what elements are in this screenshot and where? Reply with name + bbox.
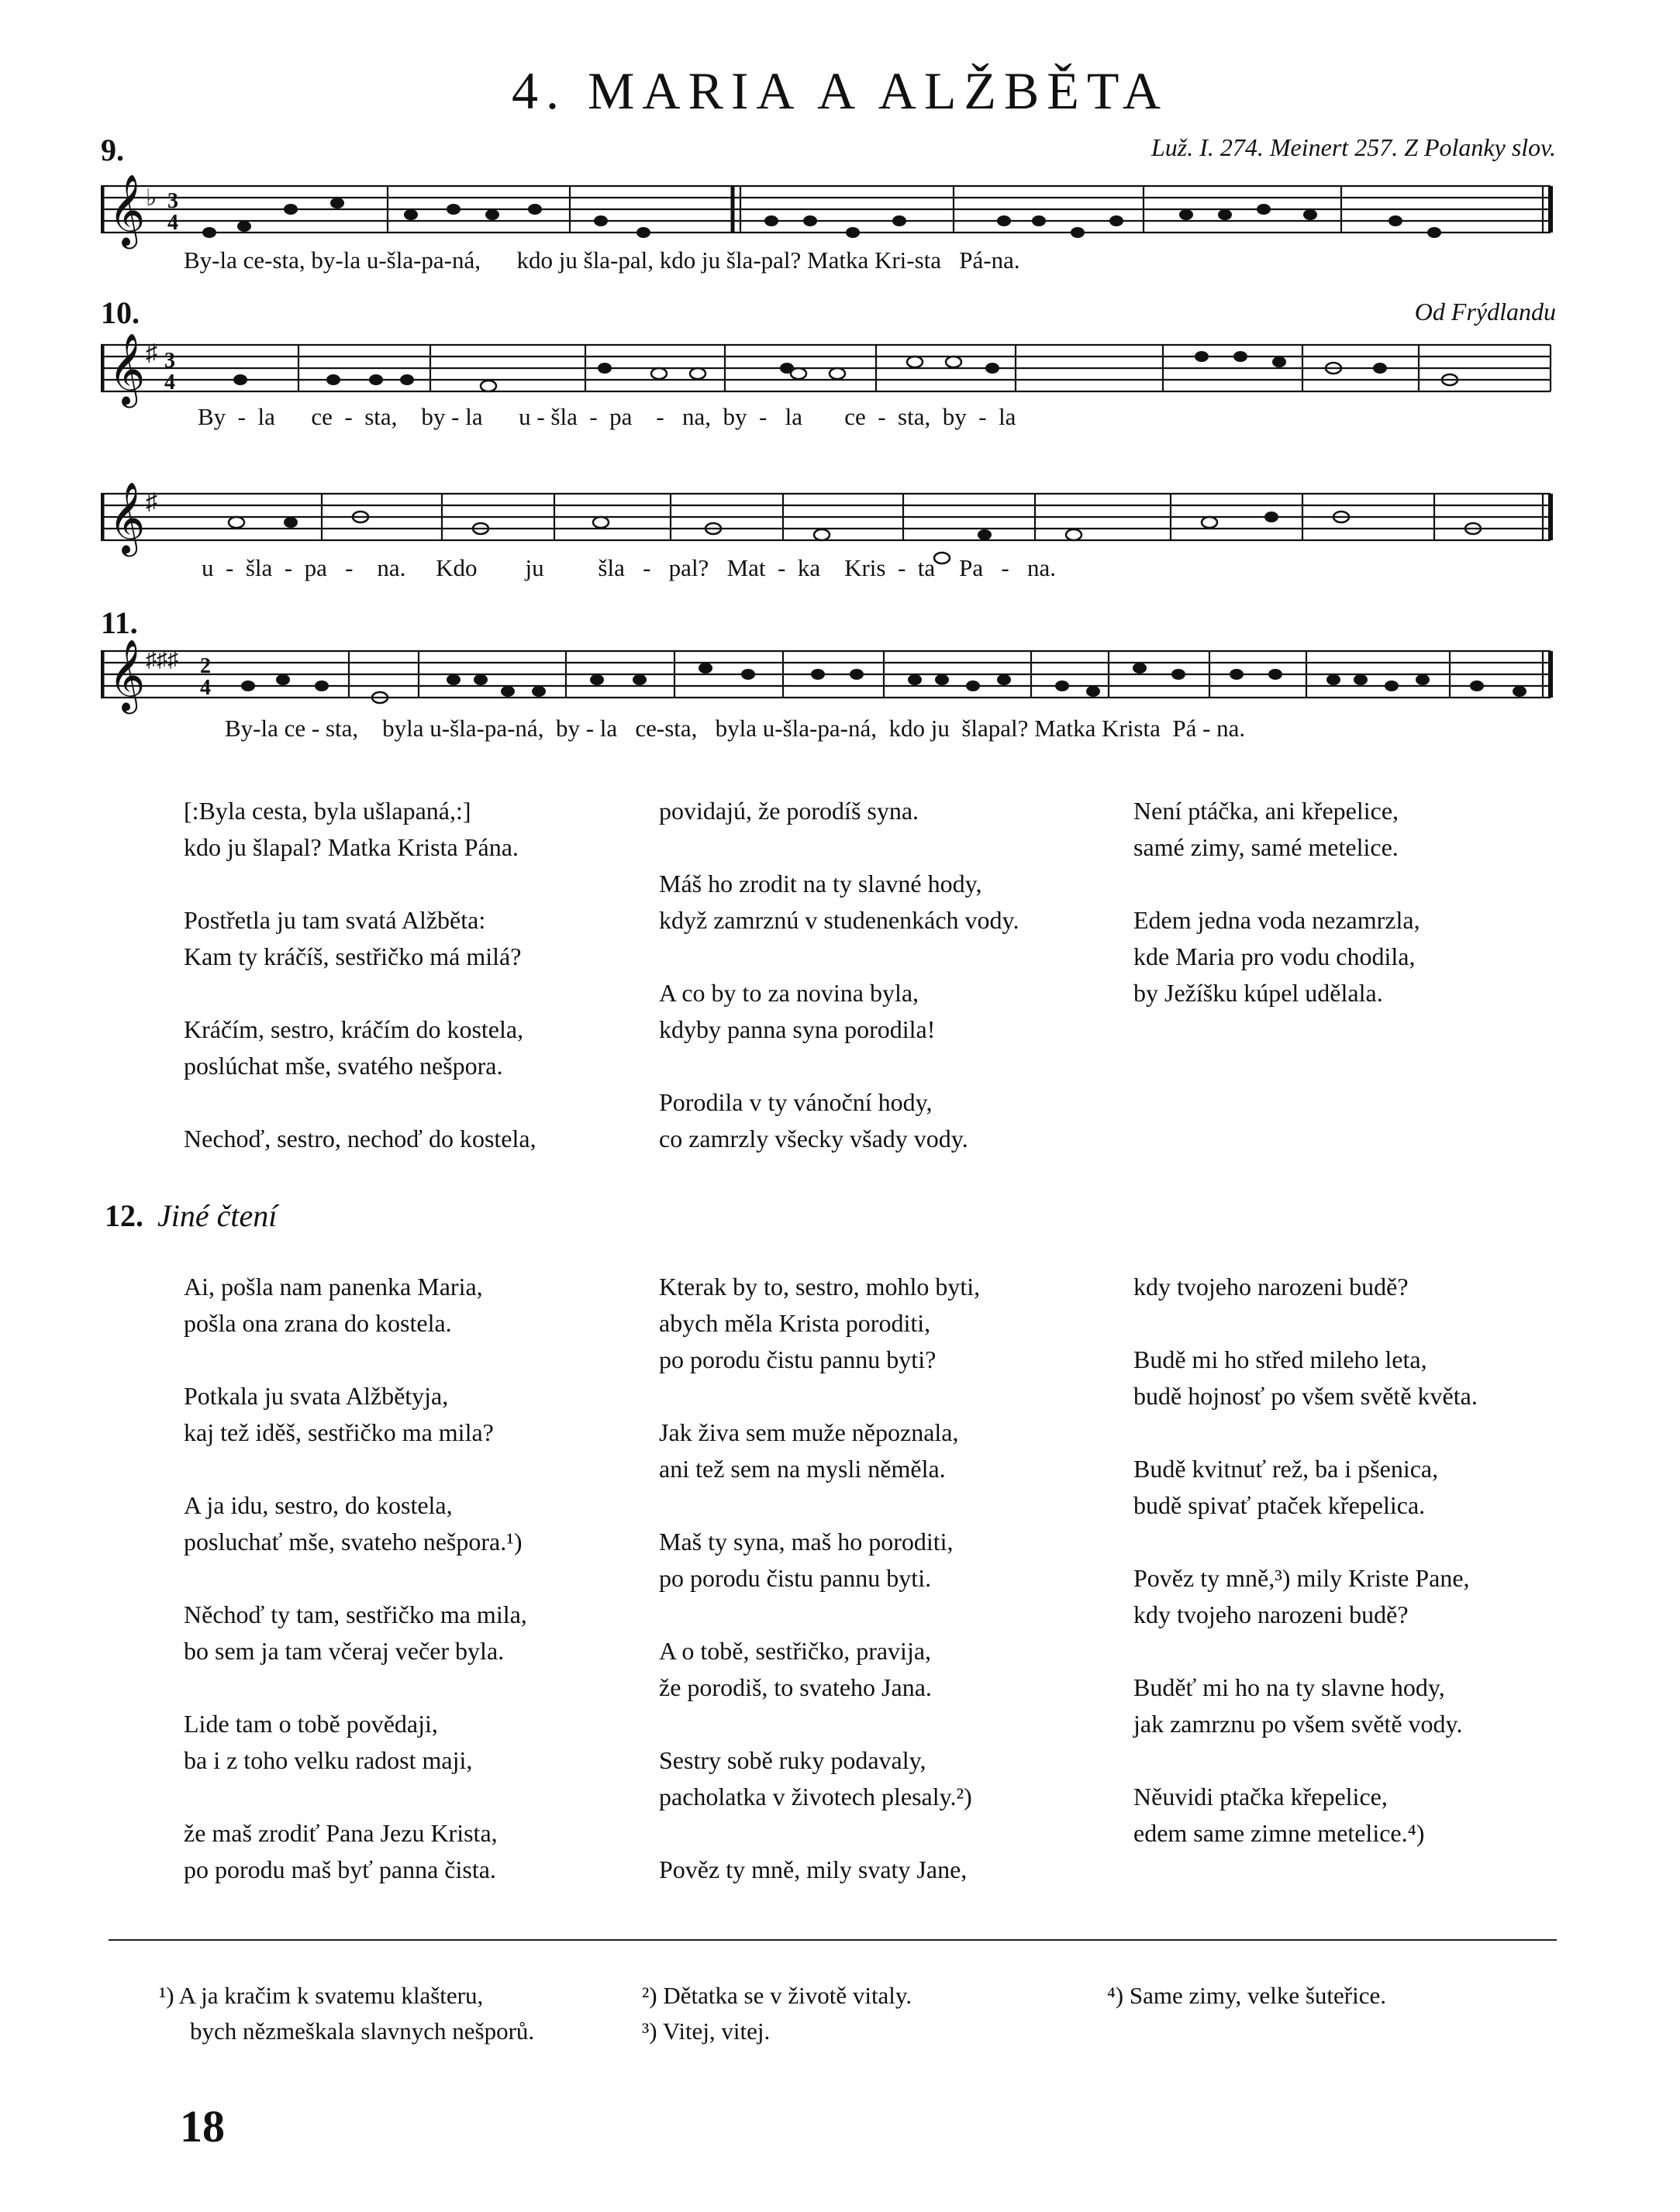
svg-text:𝄞: 𝄞 — [109, 481, 146, 553]
verse: Budě kvitnuť rež, ba i pšenica, budě spivať ptaček křepelica. — [1133, 1455, 1439, 1519]
page-title: 4. MARIA A ALŽBĚTA — [511, 61, 1169, 120]
verse-column-2 — [659, 1269, 980, 1924]
svg-text:♯♯♯: ♯♯♯ — [146, 648, 178, 672]
section-title: Jiné čtení — [157, 1198, 278, 1233]
footnote: ²) Dětatka se v životě vitaly. ³) Vitej, vitej. — [642, 1982, 912, 2045]
music-staff-9 — [101, 171, 1558, 256]
section-heading — [105, 1197, 277, 1234]
svg-text:𝄞: 𝄞 — [109, 639, 146, 711]
music-staff-10b — [101, 474, 1558, 567]
svg-text:4: 4 — [167, 211, 178, 235]
song-lyric: By-la ce - sta, byla u-šla-pa-ná, by - la ce-sta, byla u-šla-pa-ná, kdo ju šlapal? Matka Krista Pá - na. — [225, 715, 1246, 742]
verse-column-3 — [1133, 793, 1420, 1048]
page-number: 18 — [180, 2101, 225, 2152]
svg-text:4: 4 — [164, 370, 175, 395]
verse-column-1 — [184, 1269, 527, 1924]
verse: kdy tvojeho narozeni budě? — [1133, 1273, 1409, 1301]
verse: Ai, pošla nam panenka Maria, pošla ona zrana do kostela. — [184, 1273, 483, 1337]
song-number: 9. — [101, 133, 124, 167]
verse: Kterak by to, sestro, mohlo byti, abych měla Krista poroditi, po porodu čistu pannu byti? — [659, 1273, 981, 1373]
svg-text:♯: ♯ — [146, 340, 157, 366]
verse: Něuvidi ptačka křepelice, edem same zimne metelice.⁴) — [1133, 1783, 1425, 1847]
verse: Sestry sobě ruky podavaly, pacholatka v životech plesaly.²) — [659, 1746, 972, 1811]
verse-column-2 — [659, 793, 1019, 1194]
svg-text:2: 2 — [200, 654, 211, 678]
verse: Lide tam o tobě povědaji, ba i z toho velku radost maji, — [184, 1710, 473, 1774]
verse-column-1 — [184, 793, 536, 1194]
footnote-divider — [109, 1939, 1557, 1941]
verse: Potkala ju svata Alžbětyja, kaj tež iděš, sestřičko ma mila? — [184, 1382, 494, 1446]
verse-column-3 — [1133, 1269, 1478, 1888]
footnote: ⁴) Same zimy, velke šuteřice. — [1107, 1982, 1386, 2009]
verse: Edem jedna voda nezamrzla, kde Maria pro vodu chodila, by Ježíšku kúpel udělala. — [1133, 906, 1420, 1007]
verse: Budě mi ho střed mileho leta, budě hojnosť po všem světě květa. — [1133, 1345, 1478, 1410]
svg-text:4: 4 — [200, 676, 211, 700]
verse: A o tobě, sestřičko, pravija, že porodiš, to svateho Jana. — [659, 1637, 932, 1701]
svg-text:3: 3 — [167, 189, 178, 213]
verse: [:Byla cesta, byla ušlapaná,:] kdo ju šlapal? Matka Krista Pána. — [184, 797, 519, 861]
svg-text:♯: ♯ — [146, 489, 157, 515]
song-source: Od Frýdlandu — [1414, 298, 1556, 326]
svg-text:𝄞: 𝄞 — [109, 332, 146, 405]
verse: Něchoď ty tam, sestřičko ma mila, bo sem ja tam včeraj večer byla. — [184, 1600, 527, 1665]
verse: A ja idu, sestro, do kostela, posluchať mše, svateho nešpora.¹) — [184, 1491, 523, 1556]
verse: Pověz ty mně,³) mily Kriste Pane, kdy tvojeho narozeni budě? — [1133, 1564, 1470, 1628]
song-number: 11. — [101, 605, 138, 640]
svg-text:♭: ♭ — [146, 185, 157, 211]
verse: Postřetla ju tam svatá Alžběta: Kam ty kráčíš, sestřičko má milá? — [184, 906, 522, 970]
song-number: 10. — [101, 295, 140, 330]
footnote: ¹) A ja kračim k svatemu klašteru, bych nězmeškala slavnych nešporů. — [159, 1982, 535, 2045]
verse: Nechoď, sestro, nechoď do kostela, — [184, 1125, 536, 1153]
verse: že maš zrodiť Pana Jezu Krista, po porodu maš byť panna čista. — [184, 1819, 498, 1883]
verse: Pověz ty mně, mily svaty Jane, — [659, 1855, 968, 1883]
verse: Porodila v ty vánoční hody, co zamrzly všecky všady vody. — [659, 1088, 968, 1153]
svg-text:𝄞: 𝄞 — [109, 174, 146, 246]
song-lyric: By-la ce-sta, by-la u-šla-pa-ná, kdo ju šla-pal, kdo ju šla-pal? Matka Kri-sta Pá-na. — [184, 246, 1020, 274]
music-staff-11 — [101, 636, 1558, 721]
verse: povidajú, že porodíš syna. — [659, 797, 919, 825]
verse: Maš ty syna, maš ho poroditi, po porodu čistu pannu byti. — [659, 1528, 954, 1592]
song-source: Luž. I. 274. Meinert 257. Z Polanky slov. — [1150, 133, 1556, 161]
song-lyric: By - la ce - sta, by - la u - šla - pa - na, by - la ce - sta, by - la — [198, 403, 1016, 430]
verse: Máš ho zrodit na ty slavné hody, když zamrznú v studenenkách vody. — [659, 870, 1019, 934]
verse: Buděť mi ho na ty slavne hody, jak zamrznu po všem světě vody. — [1133, 1673, 1463, 1738]
svg-text:3: 3 — [164, 349, 175, 373]
verse: Není ptáčka, ani křepelice, samé zimy, samé metelice. — [1133, 797, 1399, 861]
verse: Jak živa sem muže něpoznala, ani tež sem na mysli něměla. — [659, 1418, 959, 1483]
verse: A co by to za novina byla, kdyby panna syna porodila! — [659, 979, 936, 1043]
song-lyric: u - šla - pa - na. Kdo ju šla - pal? Mat - ka Kris - ta Pa - na. — [202, 554, 1056, 581]
section-number: 12. — [105, 1198, 143, 1233]
verse: Kráčím, sestro, kráčím do kostela, poslúchat mše, svatého nešpora. — [184, 1015, 524, 1080]
